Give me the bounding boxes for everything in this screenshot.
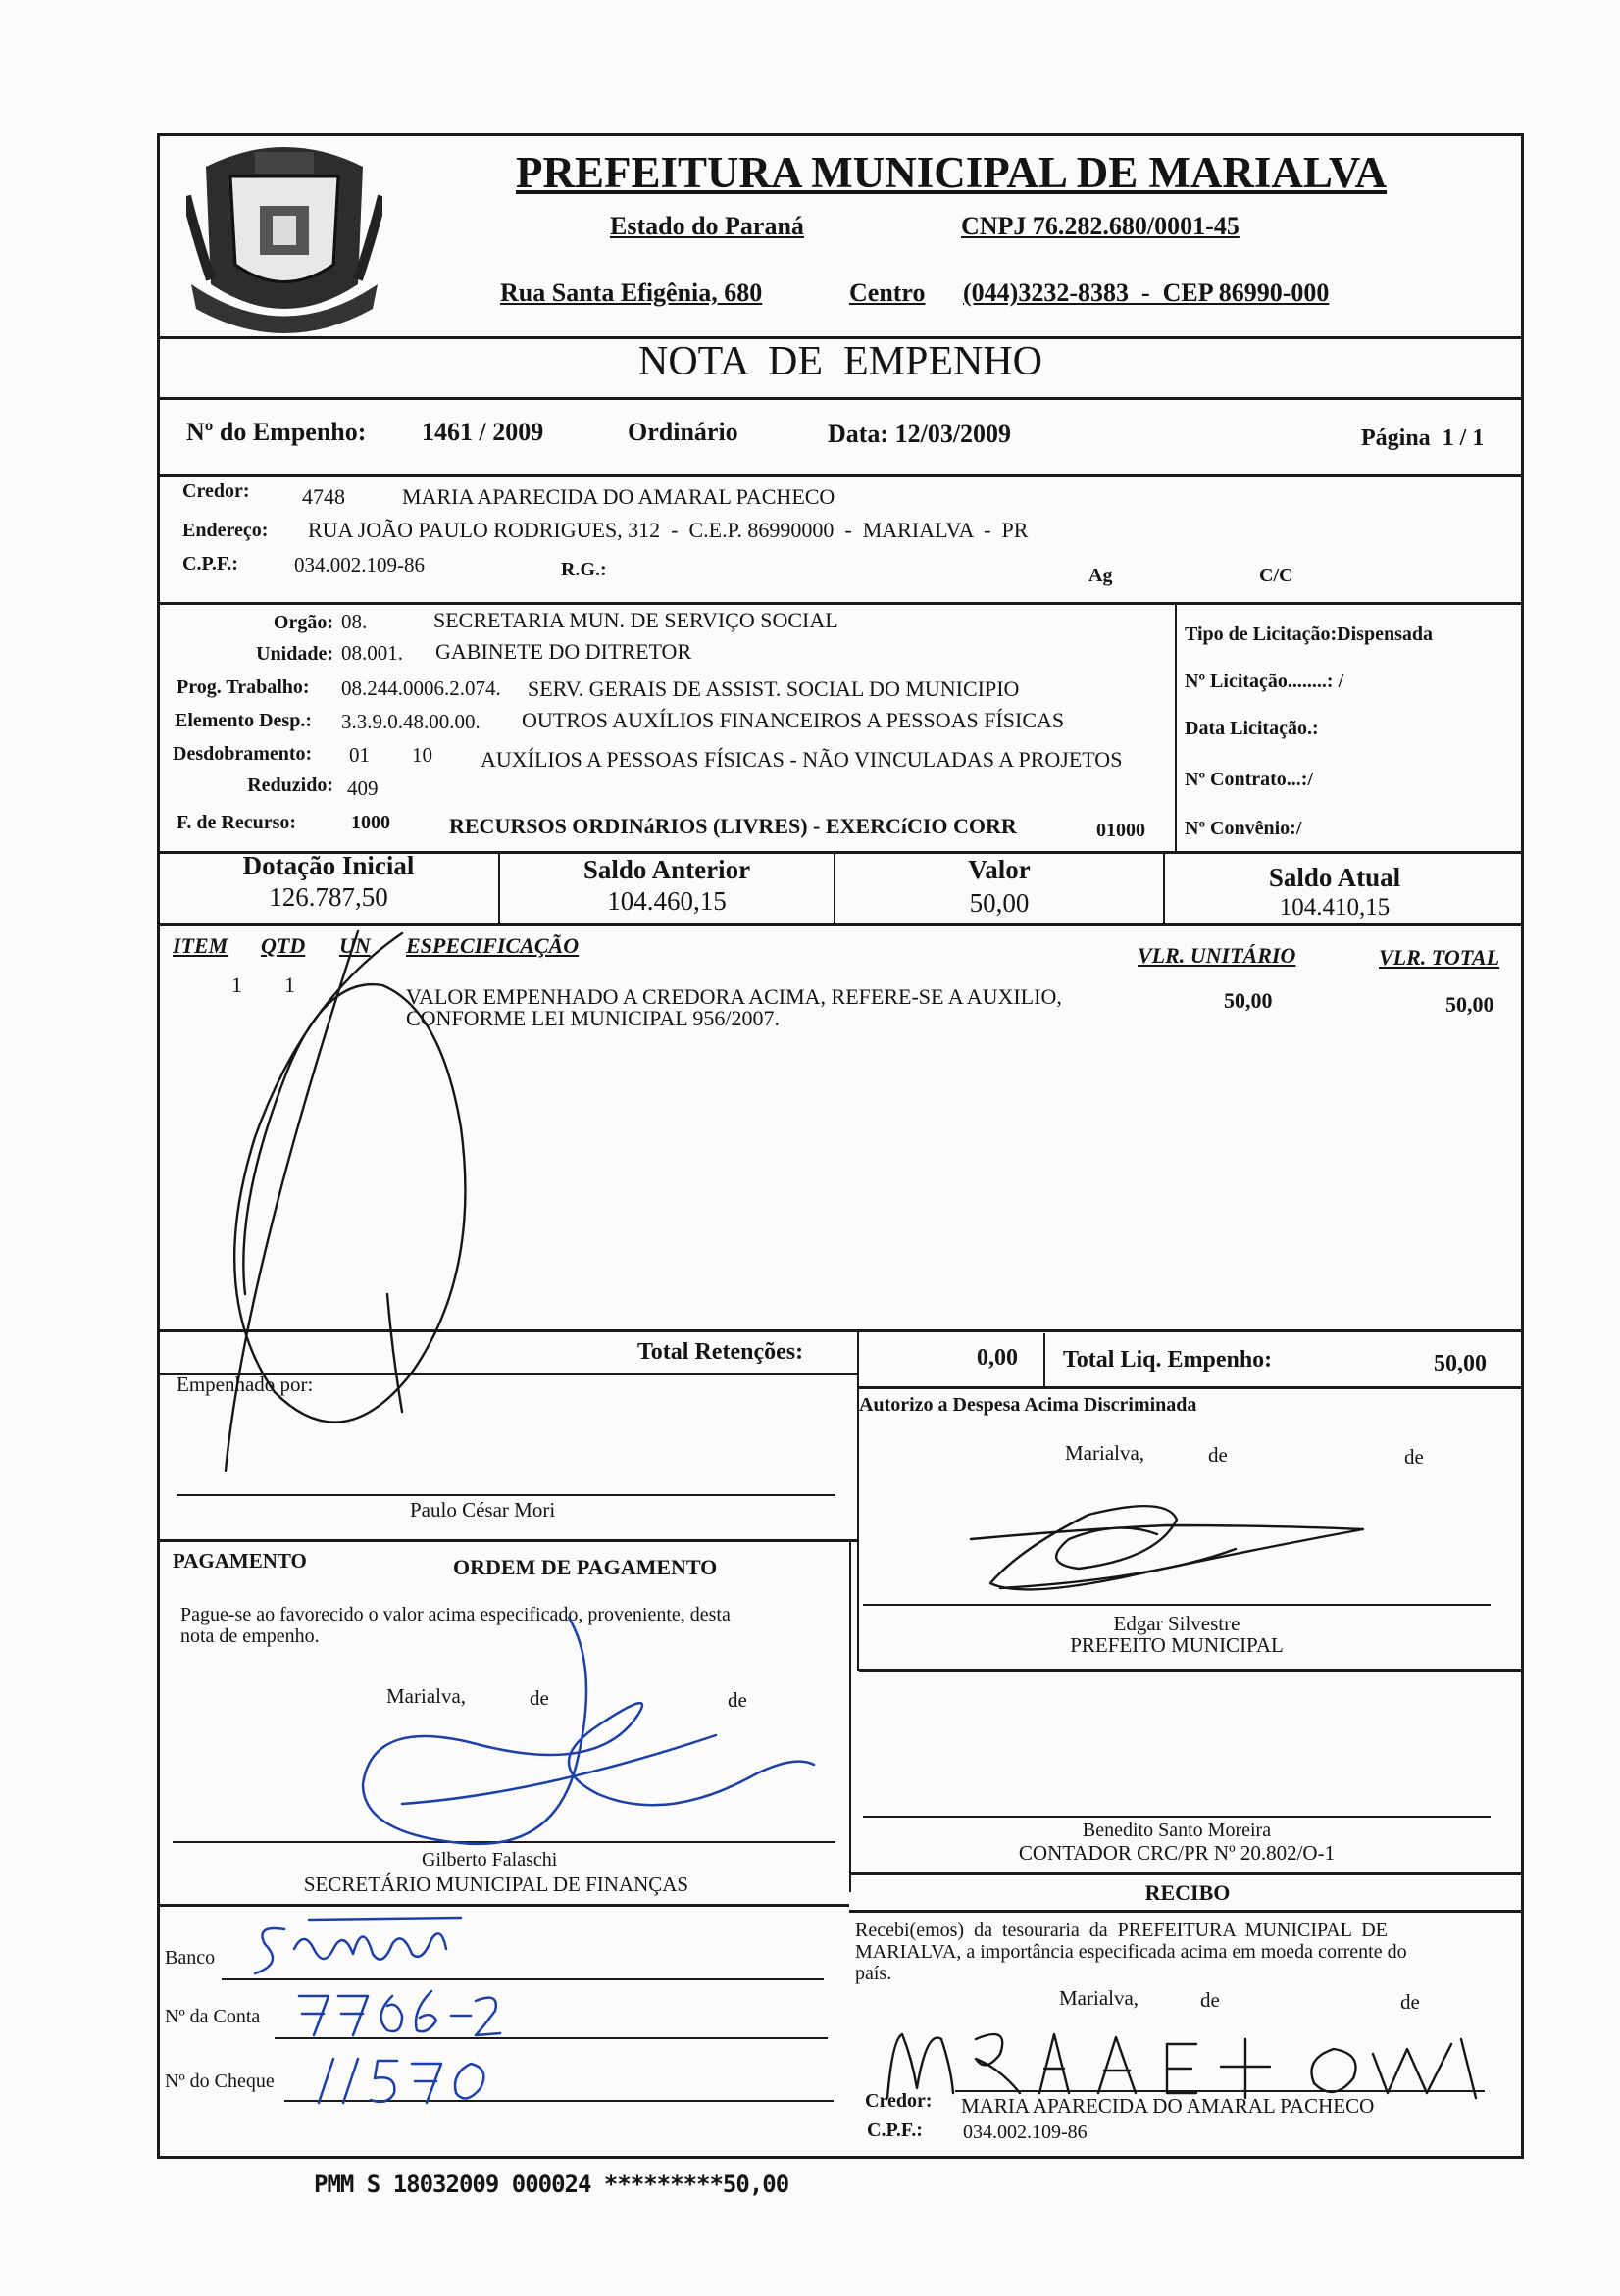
unidade-name: GABINETE DO DITRETOR xyxy=(435,639,692,664)
banco-label: Banco xyxy=(165,1947,216,1969)
recibo-credor-label: Credor: xyxy=(865,2090,933,2112)
valor-label: Valor xyxy=(968,855,1031,884)
autorizo-de-2: de xyxy=(1404,1445,1424,1469)
agency-label: Ag xyxy=(1088,565,1113,586)
convenio-number: Nº Convênio:/ xyxy=(1185,818,1302,839)
recurso-name: RECURSOS ORDINáRIOS (LIVRES) - EXERCíCIO CORR xyxy=(449,814,1017,838)
elemento-label: Elemento Desp.: xyxy=(175,710,312,731)
prefeito-role: PREFEITO MUNICIPAL xyxy=(1070,1633,1284,1657)
reduzido-label: Reduzido: xyxy=(247,774,333,796)
conta-label: Nº da Conta xyxy=(165,2006,261,2027)
state-name: Estado do Paraná xyxy=(610,212,804,240)
total-retencoes-value: 0,00 xyxy=(977,1345,1018,1371)
desdobramento-code: 01 xyxy=(349,743,370,767)
autorizo-city: Marialva, xyxy=(1065,1441,1145,1465)
item-description-line-1: VALOR EMPENHADO A CREDORA ACIMA, REFERE-SE A AUXILIO, xyxy=(406,984,1062,1009)
saldo-atual-label: Saldo Atual xyxy=(1268,863,1401,892)
recurso-code: 1000 xyxy=(351,812,390,833)
col-vlr-total: VLR. TOTAL xyxy=(1379,945,1500,970)
total-liq-value: 50,00 xyxy=(1434,1351,1487,1376)
credor-label: Credor: xyxy=(182,480,250,502)
recibo-label: RECIBO xyxy=(1144,1880,1231,1905)
prefeito-signature xyxy=(961,1490,1383,1608)
recibo-cpf-label: C.P.F.: xyxy=(867,2120,923,2141)
recibo-cpf: 034.002.109-86 xyxy=(963,2121,1088,2143)
secretario-signature xyxy=(343,1608,834,1882)
recibo-de-1: de xyxy=(1200,1988,1220,2012)
cheque-handwriting xyxy=(314,2049,510,2108)
col-un: UN xyxy=(339,933,371,958)
rg-label: R.G.: xyxy=(561,559,607,580)
pagamento-city: Marialva, xyxy=(386,1684,467,1708)
item-number: 1 xyxy=(231,973,242,997)
prog-label: Prog. Trabalho: xyxy=(177,676,310,698)
cpf-label: C.P.F.: xyxy=(182,553,238,574)
valor-value: 50,00 xyxy=(969,888,1030,918)
pagamento-label: PAGAMENTO xyxy=(173,1549,307,1572)
reduzido-value: 409 xyxy=(347,776,379,800)
recibo-de-2: de xyxy=(1400,1990,1420,2014)
item-qtd: 1 xyxy=(284,973,295,997)
empenho-number-label: Nº do Empenho: xyxy=(186,418,367,446)
banco-handwriting xyxy=(245,1910,481,1980)
prog-name: SERV. GERAIS DE ASSIST. SOCIAL DO MUNICIPIO xyxy=(528,676,1020,701)
dotacao-value: 126.787,50 xyxy=(269,882,388,912)
recibo-text-2: MARIALVA, a importância especificada acima em moeda corrente do xyxy=(855,1941,1407,1963)
empenhado-por-label: Empenhado por: xyxy=(177,1373,314,1396)
prefeito-name: Edgar Silvestre xyxy=(1113,1612,1240,1635)
contador-role: CONTADOR CRC/PR Nº 20.802/O-1 xyxy=(1018,1841,1336,1865)
credor-code: 4748 xyxy=(302,484,345,509)
item-total-value: 50,00 xyxy=(1445,992,1494,1017)
credor-name: MARIA APARECIDA DO AMARAL PACHECO xyxy=(402,484,835,509)
pagamento-text-1: Pague-se ao favorecido o valor acima especificado, proveniente, desta xyxy=(180,1604,731,1625)
credor-signature xyxy=(873,2000,1500,2108)
recibo-city: Marialva, xyxy=(1059,1986,1139,2010)
orgao-name: SECRETARIA MUN. DE SERVIÇO SOCIAL xyxy=(433,608,838,632)
licitacao-date: Data Licitação.: xyxy=(1185,718,1319,739)
prog-code: 08.244.0006.2.074. xyxy=(341,676,501,700)
orgao-label: Orgão: xyxy=(273,612,333,633)
empenhado-name: Paulo César Mori xyxy=(410,1498,556,1522)
col-item: ITEM xyxy=(173,933,228,958)
desdobramento-name: AUXÍLIOS A PESSOAS FÍSICAS - NÃO VINCULADAS A PROJETOS xyxy=(481,747,1123,772)
autorizo-label: Autorizo a Despesa Acima Discriminada xyxy=(859,1394,1197,1416)
street-address: Rua Santa Efigênia, 680 xyxy=(500,278,763,307)
dotacao-label: Dotação Inicial xyxy=(242,851,415,880)
municipality-title: PREFEITURA MUNICIPAL DE MARIALVA xyxy=(515,148,1388,197)
recurso-label: F. de Recurso: xyxy=(177,812,297,833)
credor-address: RUA JOÃO PAULO RODRIGUES, 312 - C.E.P. 86990000 - MARIALVA - PR xyxy=(308,518,1029,542)
saldo-anterior-label: Saldo Anterior xyxy=(582,855,751,884)
contador-name: Benedito Santo Moreira xyxy=(1082,1820,1272,1841)
empenho-date: Data: 12/03/2009 xyxy=(828,420,1012,448)
orgao-code: 08. xyxy=(341,610,368,633)
phone-cep: (044)3232-8383 - CEP 86990-000 xyxy=(963,278,1330,307)
pagamento-de-1: de xyxy=(530,1686,549,1710)
municipal-coat-of-arms-icon xyxy=(186,137,382,343)
unidade-code: 08.001. xyxy=(341,641,403,665)
desdobramento-label: Desdobramento: xyxy=(173,743,313,765)
total-retencoes-label: Total Retenções: xyxy=(637,1339,804,1365)
pagamento-text-2: nota de empenho. xyxy=(180,1625,320,1647)
empenho-number: 1461 / 2009 xyxy=(422,418,544,446)
licitacao-number: Nº Licitação........: / xyxy=(1185,671,1344,692)
empenhado-signature xyxy=(167,882,618,1520)
item-description-line-2: CONFORME LEI MUNICIPAL 956/2007. xyxy=(406,1006,780,1030)
elemento-name: OUTROS AUXÍLIOS FINANCEIROS A PESSOAS FÍSICAS xyxy=(522,708,1065,732)
total-liq-label: Total Liq. Empenho: xyxy=(1063,1347,1273,1373)
recibo-text-1: Recebi(emos) da tesouraria da PREFEITURA MUNICIPAL DE xyxy=(855,1920,1388,1941)
col-especificacao: ESPECIFICAÇÃO xyxy=(406,933,580,958)
secretario-name: Gilberto Falaschi xyxy=(422,1849,558,1871)
col-vlr-unitario: VLR. UNITÁRIO xyxy=(1138,943,1296,968)
page-number: Página 1 / 1 xyxy=(1361,425,1485,451)
ordem-pagamento-label: ORDEM DE PAGAMENTO xyxy=(453,1555,718,1579)
document-title: NOTA DE EMPENHO xyxy=(638,339,1042,384)
recibo-credor-name: MARIA APARECIDA DO AMARAL PACHECO xyxy=(961,2094,1375,2118)
footer-stamp: PMM S 18032009 000024 *********50,00 xyxy=(314,2171,789,2198)
recurso-tail: 01000 xyxy=(1096,820,1145,841)
address-label: Endereço: xyxy=(182,520,269,541)
autorizo-de-1: de xyxy=(1208,1443,1228,1467)
desdobramento-sub: 10 xyxy=(412,743,432,767)
conta-handwriting xyxy=(294,1976,510,2045)
col-qtd: QTD xyxy=(261,933,306,958)
account-label: C/C xyxy=(1259,565,1293,586)
unidade-label: Unidade: xyxy=(256,643,333,665)
cnpj: CNPJ 76.282.680/0001-45 xyxy=(961,212,1240,240)
elemento-code: 3.3.9.0.48.00.00. xyxy=(341,710,481,733)
saldo-anterior-value: 104.460,15 xyxy=(607,886,727,916)
licitacao-type: Tipo de Licitação:Dispensada xyxy=(1185,624,1433,645)
cheque-label: Nº do Cheque xyxy=(165,2071,275,2092)
district: Centro xyxy=(849,278,926,307)
recibo-text-3: país. xyxy=(855,1963,892,1984)
secretario-role: SECRETÁRIO MUNICIPAL DE FINANÇAS xyxy=(303,1872,689,1896)
item-unit-value: 50,00 xyxy=(1224,988,1273,1013)
pagamento-de-2: de xyxy=(728,1688,747,1712)
empenho-type: Ordinário xyxy=(628,418,738,446)
contrato-number: Nº Contrato...:/ xyxy=(1185,769,1314,790)
saldo-atual-value: 104.410,15 xyxy=(1279,894,1391,921)
credor-cpf: 034.002.109-86 xyxy=(294,553,425,576)
